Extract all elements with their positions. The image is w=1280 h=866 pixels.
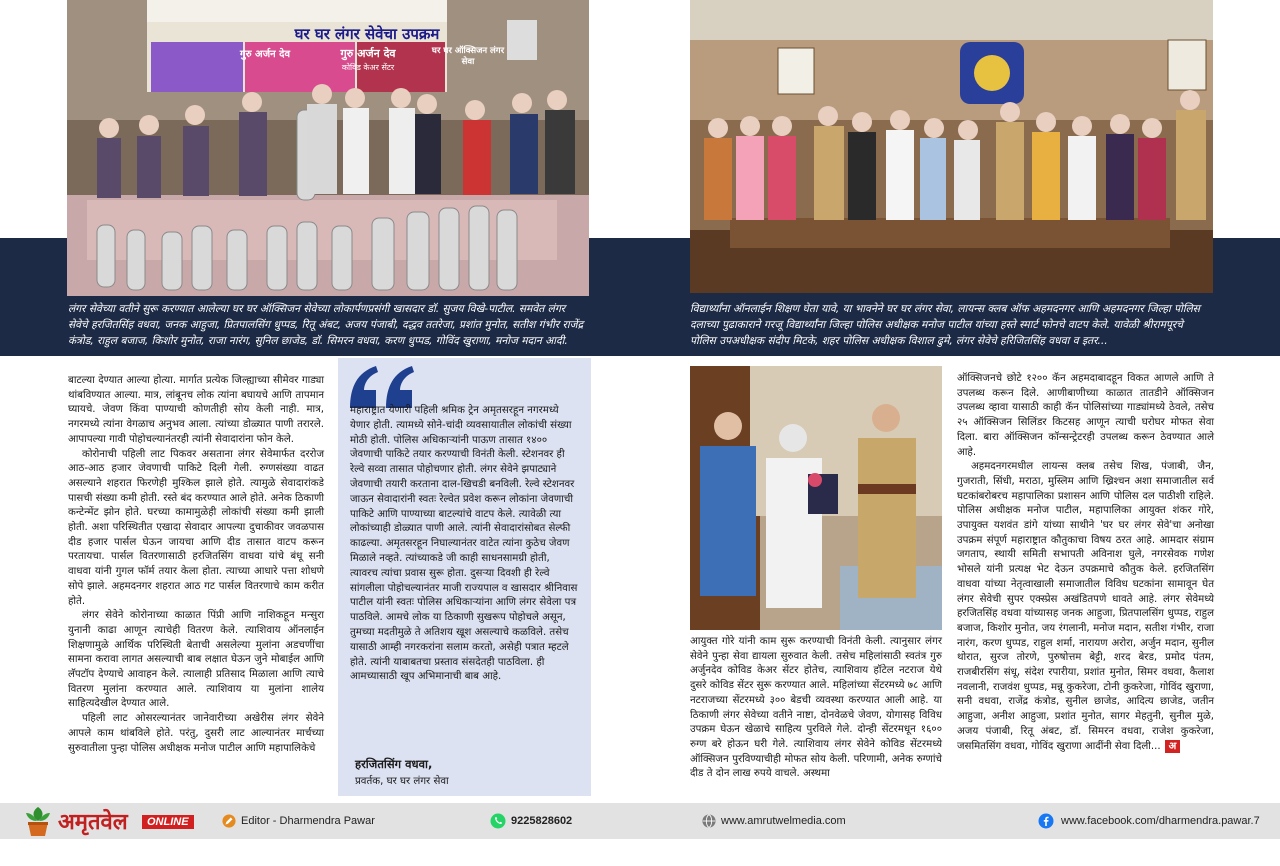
col3-paragraph-1: आयुक्त गोरे यांनी काम सुरू करण्याची विनंती केली. त्यानुसार लंगर सेवेने पुन्हा सेवा द्यायला सुरुवात केली. तसेच महिलांसाठी स्वतंत्र गुरु अर्जुनदेव कोविड केअर सेंटर होतेच, त्याशिवाय हॉटेल नटराज येथे दुसरे कोविड सेंटर सुरू करण्यात आले. महिलांच्या सेंटरमध्ये ७८ आणि नटराजच्या सेंटरमध्ये ३०० बेडची व्यवस्था करण्यात आली आहे. या ठिकाणी लंगर सेवेच्या वतीने नाष्टा, दोनवेळचे जेवण, योगासह विविध उपक्रम घेऊन खेळाचे साहित्य पुरविले गेले. दोन्ही सेंटरमधून १६०० रुग्ण बरे होऊन घरी गेले. त्याशिवाय लंगर सेवेने कोविड सेंटरमध्ये ऑक्सिजन पुरविण्याचीही मोफत सोय केली. परिणामी, अनेक रुग्णांचे दीड ते दोन लाख रुपये वाचले. अस्थमा xyxy=(690,636,942,780)
website-globe-icon xyxy=(702,814,716,828)
col1-paragraph-3: लंगर सेवेने कोरोनाच्या काळात पिंप्री आणि नाशिकहून मन्सुरा युनानी काढा आणून त्याचेही वितरण केले. त्याशिवाय ऑनलाईन शिक्षणामुळे आर्थिक परिस्थिती बेताची असलेल्या मुलांना अडचणींचा सामना करावा लागत असल्याची बाब लक्षात घेऊन जुने मोबाईल आणि लॅपटॉप देण्याचे आवाहन केले. त्यालाही प्रतिसाद मिळाला आणि त्याचे वितरण मुलांना करण्यात आले. त्याशिवाय या मुलांना शालेय साहित्यदेखील देण्यात आले. xyxy=(68,610,324,710)
article-column-4 xyxy=(957,372,1214,754)
article-column-3 xyxy=(690,635,942,782)
footer-facebook[interactable]: www.facebook.com/dharmendra.pawar.7 xyxy=(1061,815,1260,827)
whatsapp-icon xyxy=(490,813,506,829)
photo-smartphone-distribution-image xyxy=(690,0,1213,293)
banner-panel-2-sub: कोविड केअर सेंटर xyxy=(341,63,395,72)
footer-phone[interactable]: 9225828602 xyxy=(511,815,573,827)
footer-website[interactable]: www.amrutwelmedia.com xyxy=(721,815,846,827)
footer-logo-text: अमृतवेल xyxy=(58,810,128,835)
col1-paragraph-1: बाटल्या देण्यात आल्या होत्या. मार्गात प्रत्येक जिल्ह्याच्या सीमेवर गाड्या थांबविण्यात आल्या. मात्र, लांबूनच लोक त्यांना बघायचे आणि तापमान घ्यायचे. जेवण किंवा पाण्याची कोणतीही सोय केली नाही. मात्र, नगरमध्ये त्यांना वेगळाच अनुभव आला. त्यांच्या डोळ्यात पाणी तरारले. आपापल्या गावी पोहोचल्यानंतरही त्यांनी सेवादारांना फोन केले. xyxy=(68,375,324,445)
footer-strip xyxy=(0,839,1280,866)
col1-paragraph-2: कोरोनाची पहिली लाट पिकवर असताना लंगर सेवेमार्फत दररोज आठ-आठ हजार जेवणाची पाकिटे दिली गेली. रुग्णसंख्या वाढत असल्याने शहरात फिरणेही मुश्किल झाले होते. त्यामुळे सेवादारांकडे पासची संख्या कमी होती. रस्ते बंद करण्यात आले होते. अनेक ठिकाणी कन्टेन्मेंट झोन होते. घरच्या कामामुळेही लोकांची संख्या कमी झाली होती. अशा परिस्थितीत एखादा सेवादार आपल्या दुचाकीवर जवळपास दीड हजार पार्सल घेऊन जायचा आणि दीड तासात वाटप करून परतायचा. पार्सल वितरणासाठी हरजितसिंग वाधवा यांचे बंधू सनी वाधवा यांनी गुगल फॉर्म तयार केला होता. त्याच्या आधारे पत्ता शोधणे सोपे झाले. अहमदनगर शहरात आठ गट पार्सल वितरणाचे काम करीत होते. xyxy=(68,448,324,607)
photo-smartphone-distribution xyxy=(690,0,1213,293)
pot-plant-logo-icon xyxy=(20,803,56,839)
caption-oxygen-launch: लंगर सेवेच्या वतीने सुरू करण्यात आलेल्या घर घर ऑक्सिजन सेवेच्या लोकार्पणप्रसंगी खासदार डॉ. सुजय विखे-पाटील. समवेत लंगर सेवेचे हरजितसिंह वधवा, जनक आहुजा, प्रितपालसिंग धुप्पड, रितू अंबट, अजय पंजाबी, दद्धव ततरेजा, प्रशांत मुनोत, सतीश गंभीर राजेंद्र कंत्रोड, राहुल बजाज, किशोर मुनोत, राजा नारंग, सुनिल छाजेड, डॉ. सिमरन वधवा, करण धुप्पड, गोविंद खुराणा, मनोज मदान आदी. xyxy=(68,303,584,347)
col4-paragraph-2 xyxy=(957,460,1214,754)
banner-panel-1: गुरु अर्जन देव xyxy=(239,49,291,60)
end-mark-icon: अ xyxy=(1165,740,1181,753)
banner-panel-3: घर घर ऑक्सिजन लंगर सेवा xyxy=(431,46,505,67)
photo-oxygen-launch-image xyxy=(67,0,589,296)
quote-text: महाराष्ट्रात येणारी पहिली श्रमिक ट्रेन अमृतसरहून नगरमध्ये येणार होती. त्यामध्ये सोने-चांदी व्यवसायातील लोकांची संख्या मोठी होती. पोलिस अधिकाऱ्यांनी पाऊण तासात १४०० जेवणाची पाकिटे तयार करण्याची विनंती केली. स्टेशनवर ही रेल्वे सव्वा तासात पोहोचणार होती. लंगर सेवेने झपाट्याने जेवणाची तयारी करताना दाल-खिचडी बनविली. रेल्वे स्टेशनवर जाऊन सेवादारांनी स्वतः रेल्वेत प्रवेश करून लोकांना जेवणाची पाकिटे आणि पाण्याच्या बाटल्यांचे वाटप केले. त्यावेळी त्या लोकांच्याही डोळ्यात पाणी आले. त्यांनी सेवादारांसोबत सेल्फी काढल्या. अमृतसरहून निघाल्यानंतर वाटेत त्यांना कुठेच जेवण मिळाले नव्हते. त्यांच्याकडे जी काही साधनसामग्री होती, त्यावरच त्यांचा प्रवास सुरू होता. दुसऱ्या दिवशी ही रेल्वे सांगलीला पोहोचल्यानंतर माजी राज्यपाल व खासदार श्रीनिवास पाटील यांनी स्वतः पोलिस अधिकाऱ्यांना आणि लंगर सेवेला पत्र पाठविले. आमचे लोक या ठिकाणी सुखरूप पोहोचले असून, तुमच्या मदतीमुळे ते अतिशय खूश असल्याचे कळविले. तसेच यासाठी आम्ही नगरकरांना सलाम करतो, असेही पत्रात म्हटले होते. त्यांनी याबाबतचा प्रस्ताव संसदेतही पाठविला. ही आमच्यासाठी खूप अभिमानाची बाब आहे. xyxy=(350,405,578,683)
photo-oxygen-launch xyxy=(67,0,589,296)
photo-felicitation-image xyxy=(690,366,942,630)
facebook-icon xyxy=(1038,813,1054,829)
col4-paragraph-1: ऑक्सिजनचे छोटे १२०० कॅन अहमदाबादहून विकत आणले आणि ते उपलब्ध करून दिले. आणीबाणीच्या काळात तातडीने ऑक्सिजन उपलब्ध व्हावा यासाठी काही कॅन पोलिसांच्या गाड्यांमध्ये ठेवले, तसेच २५ ऑक्सिजन सिलिंडर किटसह आणून त्याची घरोघर मोफत सेवा दिला. बारा ऑक्सिजन कॉन्सन्ट्रेटरही उपलब्ध करून ठेवण्यात आले आहे. xyxy=(957,373,1214,458)
caption-smartphone-distribution: विद्यार्थ्यांना ऑनलाईन शिक्षण घेता यावे, या भावनेने घर घर लंगर सेवा, लायन्स क्लब ऑफ अहमदनगर आणि अहमदनगर जिल्हा पोलिस दलाच्या पुढाकाराने गरजू विद्यार्थ्यांना जिल्हा पोलिस अधीक्षक मनोज पाटील यांच्या हस्ते स्मार्ट फोनचे वाटप केले. यावेळी श्रीरामपूरचे पोलिस उपअधीक्षक संदीप मिटके, शहर पोलिस अधीक्षक विशाल ढुमे, लंगर सेवेचे हरिजितसिंह वधवा व इतर... xyxy=(690,303,1200,347)
quote-author-role: प्रवर्तक, घर घर लंगर सेवा xyxy=(355,776,449,787)
banner-panel-2: गुरु अर्जन देव xyxy=(340,47,396,60)
col1-paragraph-4: पहिली लाट ओसरल्यानंतर जानेवारीच्या अखेरीस लंगर सेवेने आपले काम थांबविले होते. परंतु, दुसरी लाट आल्यानंतर मार्चच्या सुरुवातीला पुन्हा पोलिस अधीक्षक मनोज पाटील आणि महापालिकेचे xyxy=(68,713,324,754)
editor-pen-icon xyxy=(222,814,236,828)
footer-editor: Editor - Dharmendra Pawar xyxy=(241,815,375,827)
photo-felicitation xyxy=(690,366,942,630)
footer-logo-online-badge: ONLINE xyxy=(142,815,194,829)
quote-author: हरजितसिंग वधवा, xyxy=(355,757,433,771)
article-column-1 xyxy=(68,374,324,756)
banner-title: घर घर लंगर सेवेचा उपक्रम xyxy=(294,25,440,43)
col4-paragraph-2-text: अहमदनगरमधील लायन्स क्लब तसेच शिख, पंजाबी, जैन, गुजराती, सिंधी, मराठा, मुस्लिम आणि ख्रिश्चन अशा समाजातील सर्व घटकांबरोबरच महापालिका प्रशासन आणि पोलिस दल पाठीशी राहिले. पोलिस अधीक्षक मनोज पाटील, महापालिका आयुक्त शंकर गोरे, उपायुक्त यशवंत डांगे यांच्या साथीने 'घर घर लंगर सेवे'चा अनोखा उपक्रम संपूर्ण महाराष्ट्रात कौतुकाचा विषय ठरत आहे. आमदार संग्राम जगताप, स्थायी समिती सभापती अविनाश घुले, नगरसेवक गणेश भोसले यांनी प्रत्यक्ष भेट देऊन उपक्रमाचे कौतुक केले. हरजितसिंग वाधवा यांच्या नेतृत्वाखाली समाजातील विविध घटकांना सामावून घेत लंगर सेवेची सुपर एक्स्प्रेस अखंडितपणे धावते आहे. लंगर सेवेमध्ये हरजितसिंह वधवा यांच्यासह जनक आहुजा, प्रितपालसिंग धुप्पड, राहुल बजाज, किशोर मुनोत, जय रंगलानी, मनोज मदान, सतीश गंभीर, राजा नारंग, करण धुप्पड, राहुल शर्मा, नारायण अरोरा, अर्जुन मदान, सुनील थोरात, सुरज तोरणे, पुरुषोत्तम बेट्टी, शरद बेरड, प्रमोद पंतम, राजबीरसिंग संधू, संदेश रपारीया, प्रशांत मुनोत, सिमर वधवा, कैलाश नवलानी, राजवंश धुप्पड, मन्नू कुकरेजा, टोनी कुकरेजा, गोविंद खुराणा, सनी वधवा, राजेंद्र कंत्रोड, सुनील छाजेड, आदित्य छाजेड, जतीन आहुजा, अनीश आहुजा, प्रशांत मुनोत, सागर मेहतुनी, सुनील मुळे, अजय पंजाबी, रितू अंबट, डॉ. सिमरन वधवा, राजेश कुकरेजा, जसमितसिंग वधवा, गोविंद खुराणा आदींनी सेवा दिली... xyxy=(957,461,1214,752)
